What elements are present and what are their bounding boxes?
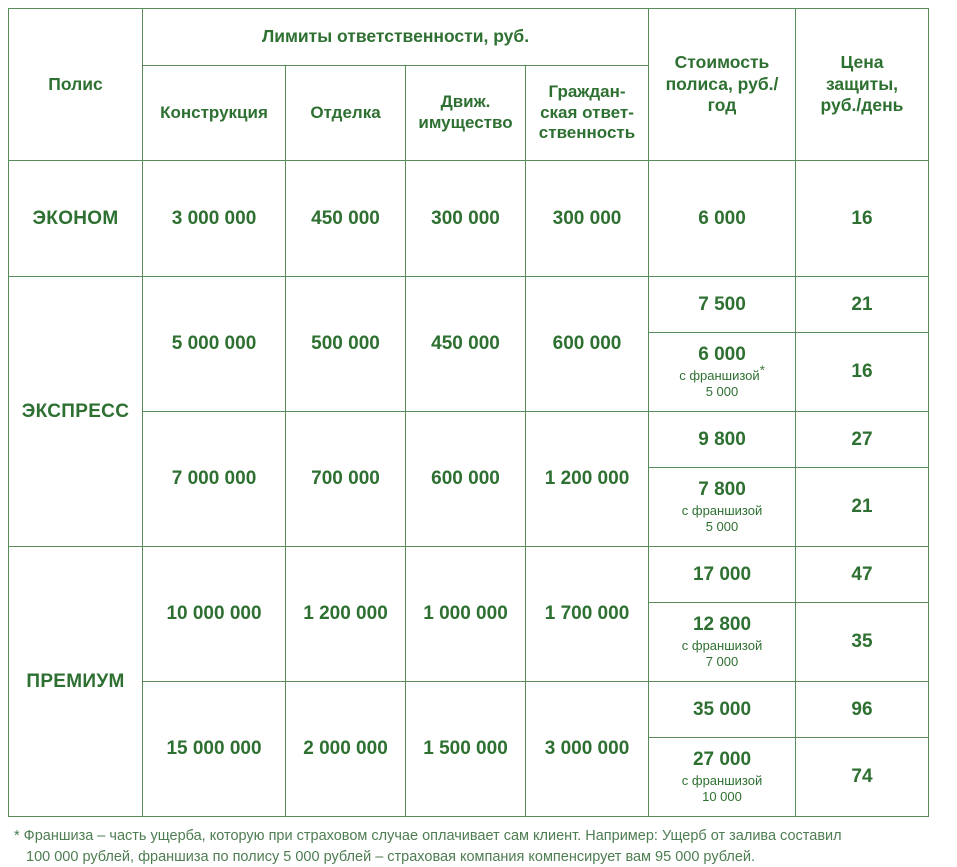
header-protection-price-line3: руб./день [820, 95, 904, 116]
franchise-amount: 10 000 [702, 789, 742, 805]
header-protection-price-line2: защиты, [825, 73, 899, 94]
header-movable-property [406, 66, 526, 161]
policy-cost-value: 6 000 [698, 207, 746, 229]
policy-cost-cell [649, 468, 796, 547]
protection-price-cell: 21 [796, 468, 929, 547]
limit-construction-cell: 3 000 000 [143, 161, 286, 277]
table-body [9, 161, 929, 817]
policy-cost-cell [649, 682, 796, 738]
limit-construction-cell: 7 000 000 [143, 412, 286, 547]
limit-finishing-cell: 500 000 [286, 277, 406, 412]
table-row [9, 412, 929, 468]
policy-cost-cell [649, 547, 796, 603]
limit-finishing-cell: 2 000 000 [286, 682, 406, 817]
franchise-amount: 5 000 [705, 519, 739, 535]
policy-cost-cell [649, 277, 796, 333]
header-construction: Конструкция [143, 66, 286, 161]
protection-price-cell: 27 [796, 412, 929, 468]
policy-name-cell: ЭКОНОМ [9, 161, 143, 277]
header-civil-liability [526, 66, 649, 161]
policy-cost-cell [649, 412, 796, 468]
insurance-tariff-table [8, 8, 929, 817]
limit-construction-cell: 10 000 000 [143, 547, 286, 682]
policy-cost-value: 7 500 [698, 293, 746, 315]
footnote [14, 826, 944, 867]
header-liability-line3: ственность [538, 123, 636, 143]
table-row [9, 682, 929, 738]
limit-civil-liability-cell: 1 200 000 [526, 412, 649, 547]
header-movable-line1: Движ. [440, 92, 491, 112]
limit-finishing-cell: 700 000 [286, 412, 406, 547]
limit-civil-liability-cell: 300 000 [526, 161, 649, 277]
header-liability-line2: ская ответ- [540, 102, 634, 122]
table-row [9, 547, 929, 603]
limit-movable-property-cell: 1 500 000 [406, 682, 526, 817]
limit-civil-liability-cell: 600 000 [526, 277, 649, 412]
policy-cost-value: 17 000 [692, 563, 752, 585]
policy-cost-value: 12 800 [692, 614, 752, 636]
footnote-line-1: * Франшиза – часть ущерба, которую при страховом случае оплачивает сам клиент. Например: Ущерб от залива составил [14, 828, 842, 844]
policy-name-cell: ПРЕМИУМ [9, 547, 143, 817]
franchise-amount: 5 000 [705, 384, 739, 400]
limit-civil-liability-cell: 1 700 000 [526, 547, 649, 682]
franchise-label: с франшизой [681, 503, 763, 519]
protection-price-cell: 16 [796, 333, 929, 412]
franchise-label: с франшизой* [679, 362, 765, 384]
header-policy: Полис [9, 9, 143, 161]
policy-cost-cell [649, 603, 796, 682]
table-row [9, 161, 929, 277]
header-liability-line1: Граждан- [548, 81, 626, 101]
policy-cost-value: 9 800 [698, 428, 746, 450]
header-finishing: Отделка [286, 66, 406, 161]
protection-price-cell: 21 [796, 277, 929, 333]
limit-movable-property-cell: 300 000 [406, 161, 526, 277]
franchise-amount: 7 000 [705, 654, 739, 670]
policy-cost-value: 27 000 [692, 749, 752, 771]
limit-movable-property-cell: 450 000 [406, 277, 526, 412]
policy-cost-value: 35 000 [692, 698, 752, 720]
protection-price-cell: 35 [796, 603, 929, 682]
policy-name-cell: ЭКСПРЕСС [9, 277, 143, 547]
limit-construction-cell: 5 000 000 [143, 277, 286, 412]
header-row-top [9, 9, 929, 66]
protection-price-cell: 74 [796, 738, 929, 817]
header-policy-cost-line3: год [707, 95, 737, 116]
protection-price-cell: 16 [796, 161, 929, 277]
footnote-line-2: 100 000 рублей, франшиза по полису 5 000 рублей – страховая компания компенсирует вам 95 000 рублей. [26, 848, 756, 865]
protection-price-cell: 96 [796, 682, 929, 738]
policy-cost-value: 7 800 [698, 479, 746, 501]
header-limits-group: Лимиты ответственности, руб. [143, 9, 649, 66]
policy-cost-cell [649, 161, 796, 277]
header-protection-price [796, 9, 929, 161]
limit-civil-liability-cell: 3 000 000 [526, 682, 649, 817]
limit-finishing-cell: 450 000 [286, 161, 406, 277]
header-policy-cost-line1: Стоимость [674, 52, 770, 73]
header-policy-cost [649, 9, 796, 161]
table-row [9, 277, 929, 333]
franchise-footnote-marker: * [759, 362, 765, 378]
limit-construction-cell: 15 000 000 [143, 682, 286, 817]
protection-price-cell: 47 [796, 547, 929, 603]
policy-cost-value: 6 000 [698, 344, 746, 366]
limit-finishing-cell: 1 200 000 [286, 547, 406, 682]
franchise-label: с франшизой [681, 773, 763, 789]
header-policy-cost-line2: полиса, руб./ [665, 73, 779, 94]
limit-movable-property-cell: 1 000 000 [406, 547, 526, 682]
policy-cost-cell [649, 333, 796, 412]
policy-cost-cell [649, 738, 796, 817]
header-protection-price-line1: Цена [840, 52, 884, 73]
table-header [9, 9, 929, 161]
limit-movable-property-cell: 600 000 [406, 412, 526, 547]
franchise-label: с франшизой [681, 638, 763, 654]
header-movable-line2: имущество [418, 113, 513, 132]
